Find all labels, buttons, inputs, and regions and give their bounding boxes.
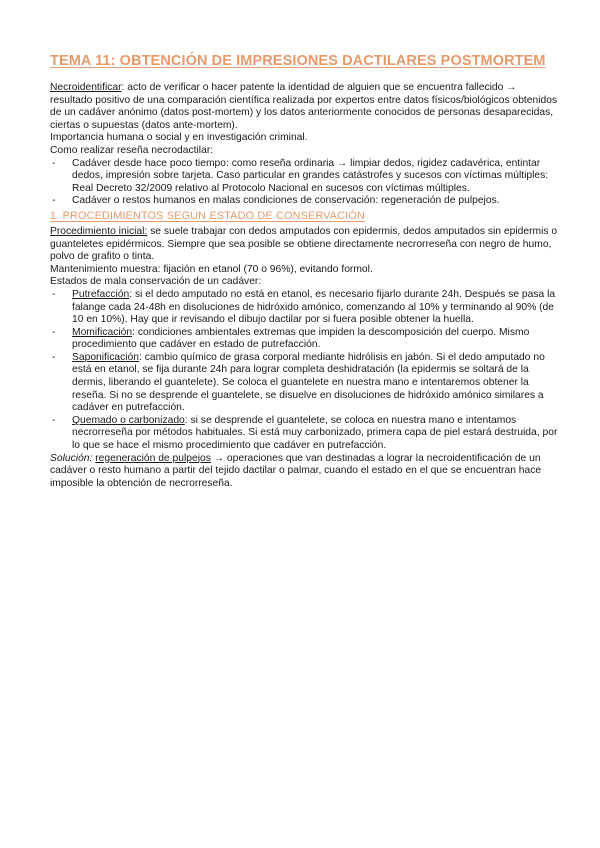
states-list	[50, 289, 560, 453]
state-text: : si se desprende el guantelete, se coloca en nuestra mano e intentamos necrorreseña por métodos habituales. Si está muy carbonizado, primera capa de piel estará destruida, por lo que se hace el mismo procedimiento que cadáver en putrefacción.	[72, 414, 558, 452]
bad-states-line: Estados de mala conservación de un cadáver:	[50, 276, 262, 288]
list-item: - Cadáver desde hace poco tiempo: como reseña ordinaria → limpiar dedos, rigidez cadavérica, entintar dedos, impresión sobre tarjeta. Caso particular en grandes catástrofes y sucesos con víctimas múltiples: Real Decreto 32/2009 relativo al Protocolo Nacional en sucesos con víctimas múltiples.	[50, 158, 560, 196]
state-text: : condiciones ambientales extremas que impiden la descomposición del cuerpo. Mismo procedimiento que cadáver en estado de putrefacción.	[72, 326, 530, 351]
initial-text: se suele trabajar con dedos amputados con epidermis, dedos amputados sin epidermis o guanteletes epidérmicos. Siempre que sea posible se obtiene directamente necrorreseña con negro de humo, polvo de grafito o tinta.	[50, 225, 558, 263]
list-item	[50, 415, 560, 453]
state-term: Quemado o carbonizado	[72, 414, 185, 426]
solution-paragraph	[50, 453, 560, 491]
solution-text: → operaciones que van destinadas a lograr la necroidentificación de un cadáver o resto humano a partir del tejido dactilar o palmar, cuando el estado en el que se encuentran hace imposible la obtención de necrorreseña.	[50, 452, 542, 489]
state-term: Saponificación	[72, 351, 139, 363]
state-text: : si el dedo amputado no está en etanol, es necesario fijarlo durante 24h. Después se pasa la falange cada 24-48h en disoluciones de hidróxido amónico, comenzando al 10% y terminando al 90% (de 10 en 10%). Hay que ir revisando el dibujo dactilar por si fuera posible obtener la huella.	[72, 288, 556, 326]
page-title: TEMA 11: OBTENCIÓN DE IMPRESIONES DACTILARES POSTMORTEM	[50, 53, 546, 69]
document-page	[50, 52, 560, 490]
list-item: - Cadáver o restos humanos en malas condiciones de conservación: regeneración de pulpejos.	[50, 195, 560, 208]
initial-term: Procedimiento inicial:	[50, 225, 148, 237]
state-term: Momificación	[72, 326, 133, 338]
importance-line: Importancia humana o social y en investigación criminal.	[50, 132, 308, 144]
howto-list	[50, 158, 560, 208]
section-heading: 1. PROCEDIMIENTOS SEGÚN ESTADO DE CONSERVACIÓN	[50, 209, 365, 222]
state-text: : cambio químico de grasa corporal mediante hidrólisis en jabón. Si el dedo amputado no está en etanol, se fija durante 24h para lograr completa deshidratación (la epidermis se soltará de la dermis, liberando el guantelete). Se coloca el guantelete en nuestra mano e intentaremos obtener la reseña. Si no se desprende el guantelete, se disuelve en disoluciones de hidróxido amónico similares a cadáver en putrefacción.	[72, 351, 545, 414]
intro-paragraph	[50, 82, 560, 132]
intro-term: Necroidentificar	[50, 82, 122, 93]
state-term: Putrefacción	[72, 288, 130, 300]
solution-term: regeneración de pulpejos	[95, 452, 211, 464]
list-item	[50, 327, 560, 352]
list-item	[50, 289, 560, 327]
maintenance-line: Mantenimiento muestra: fijación en etanol (70 o 96%), evitando formol.	[50, 263, 373, 275]
list-item	[50, 352, 560, 415]
howto-line: Como realizar reseña necrodactilar:	[50, 144, 214, 156]
initial-paragraph	[50, 226, 560, 264]
solution-label: Solución:	[50, 452, 93, 464]
intro-text: : acto de verificar o hacer patente la identidad de alguien que se encuentra fallecido → resultado positivo de una comparación científica realizada por expertos entre datos físicos/biológicos obtenidos de un cadáver anónimo (datos post-mortem) y los datos anteriormente conocidos de personas desaparecidas, ciertas o supuestas (datos ante-mortem).	[50, 82, 558, 131]
